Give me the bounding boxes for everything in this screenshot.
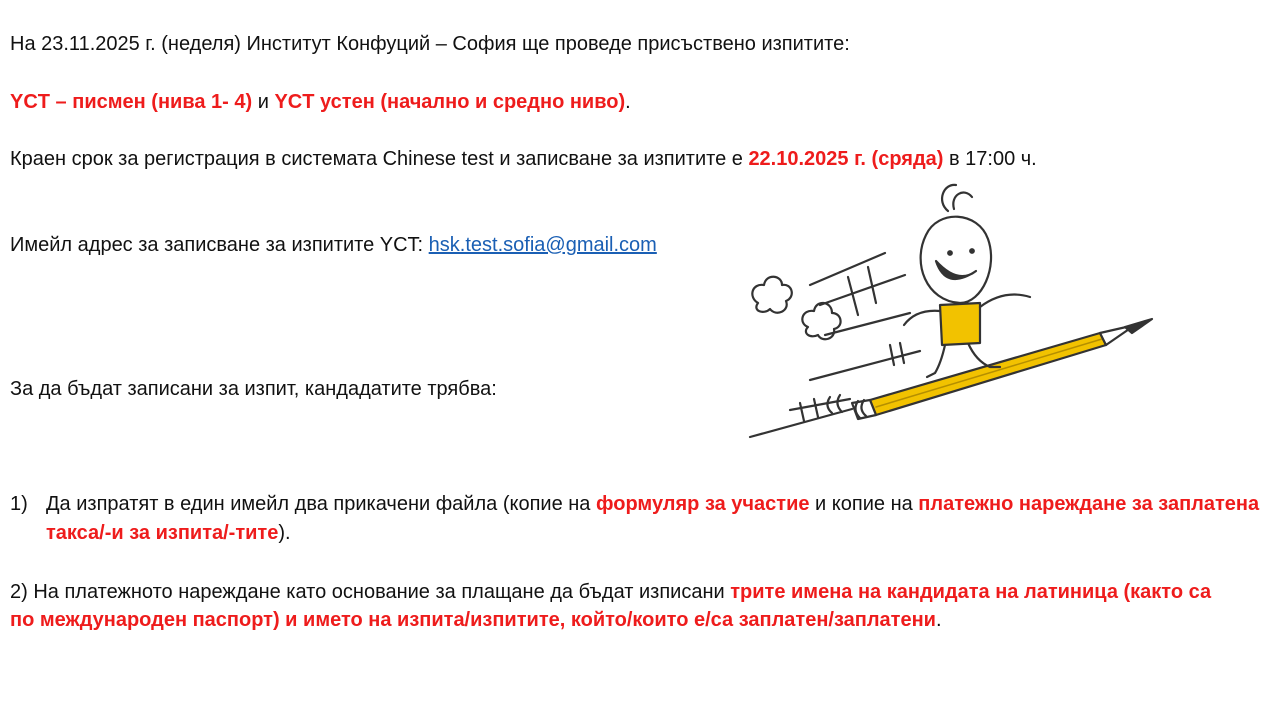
item1-payment-order: платежно нареждане за заплатена такса/-и за изпита/-тите bbox=[46, 493, 1260, 544]
item1-form: формуляр за участие bbox=[596, 493, 810, 515]
item2-text-2: . bbox=[935, 609, 942, 631]
requirement-item-2 bbox=[10, 578, 1240, 634]
deadline-post: в 17:00 ч. bbox=[943, 148, 1037, 170]
intro-text: На 23.11.2025 г. (неделя) Институт Конфуций – София ще проведе присъствено изпитите: bbox=[10, 33, 850, 55]
email-label: Имейл адрес за записване за изпитите YCT: bbox=[10, 234, 429, 256]
item1-text-1: Да изпратят в един имейл два прикачени файла (копие на bbox=[46, 493, 596, 515]
requirement-item-1 bbox=[10, 490, 1260, 548]
item2-text-1: 2) На платежното нареждане като основание за плащане да бъдат изписани bbox=[10, 581, 731, 603]
item1-text-3: ). bbox=[278, 522, 291, 544]
exams-conjunction: и bbox=[252, 91, 275, 113]
deadline-pre: Краен срок за регистрация в системата Chinese test и записване за изпитите е bbox=[10, 148, 749, 170]
exam-written: YCT – писмен (нива 1- 4) bbox=[10, 91, 253, 113]
email-line bbox=[10, 231, 657, 259]
item2-names: трите имена на кандидата на латиница (както са по международен паспорт) и името на изпита/изпитите, който/които е/са заплатен/заплатени bbox=[10, 581, 1212, 631]
exams-end: . bbox=[625, 91, 631, 113]
stick-figure-riding-pencil-icon bbox=[740, 175, 1160, 445]
requirements-intro: За да бъдат записани за изпит, кандадатите трябва: bbox=[10, 378, 497, 400]
deadline-line bbox=[10, 145, 1037, 173]
deadline-date: 22.10.2025 г. (сряда) bbox=[748, 148, 944, 170]
exams-line bbox=[10, 88, 631, 116]
email-link[interactable]: hsk.test.sofia@gmail.com bbox=[428, 234, 657, 256]
exam-oral: YCT устен (начално и средно ниво) bbox=[274, 91, 626, 113]
item1-text-2: и копие на bbox=[809, 493, 919, 515]
requirement-item-1-text bbox=[46, 490, 1260, 548]
list-number: 1) bbox=[10, 493, 28, 515]
